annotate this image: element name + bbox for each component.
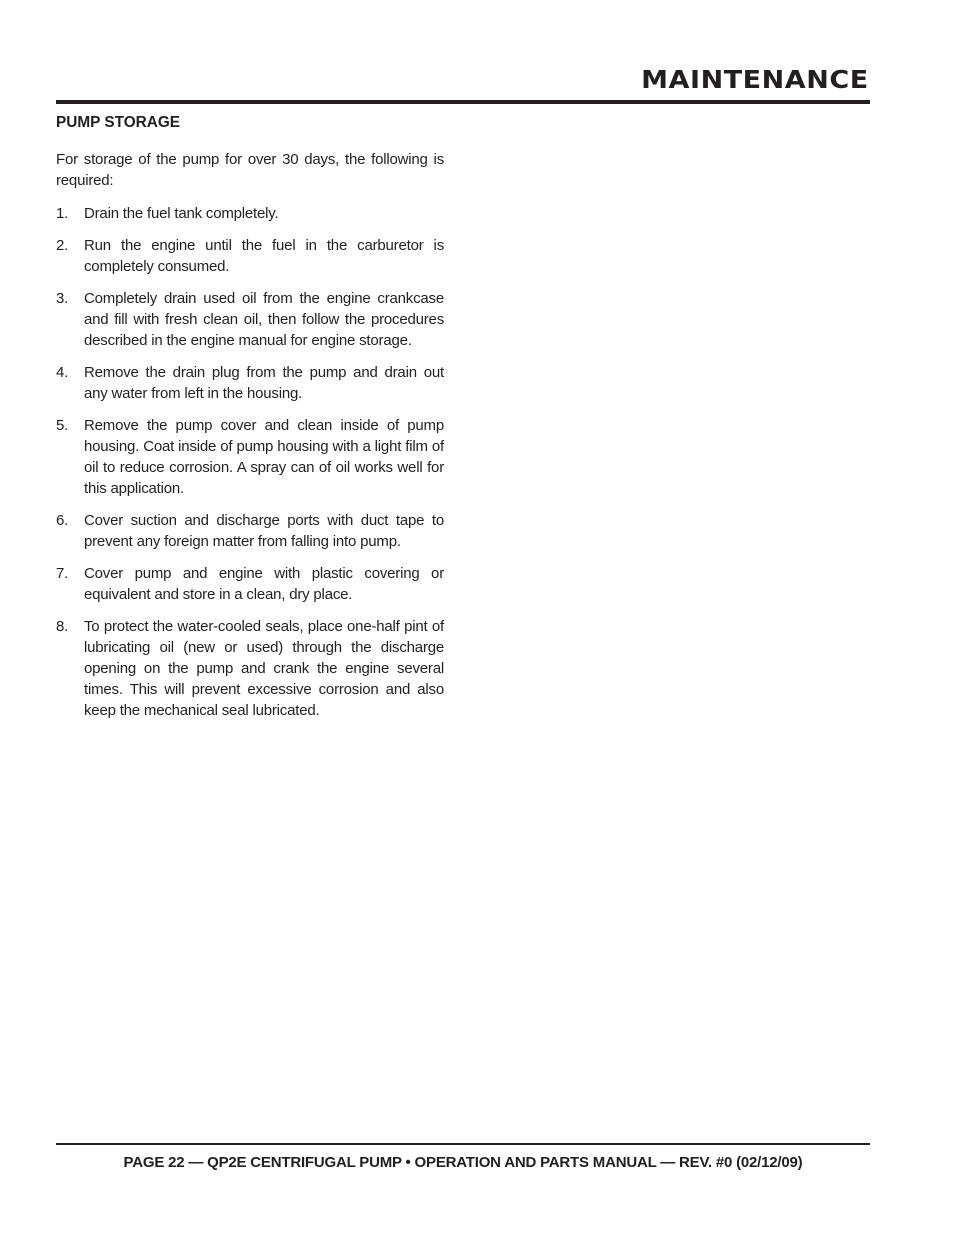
- list-item: [56, 510, 444, 552]
- list-item: [56, 362, 444, 404]
- step-number: 4.: [56, 364, 69, 381]
- step-text: Cover pump and engine with plastic covering or equivalent and store in a clean, dry place.: [84, 565, 444, 603]
- list-item: [56, 203, 444, 224]
- step-text: Completely drain used oil from the engine crankcase and fill with fresh clean oil, then follow the procedures described in the engine manual for engine storage.: [84, 290, 444, 349]
- intro-paragraph: For storage of the pump for over 30 days, the following is required:: [56, 151, 444, 189]
- step-text: To protect the water-cooled seals, place one-half pint of lubricating oil (new or used) through the discharge opening on the pump and crank the engine several times. This will prevent excessive corrosion and also keep the mechanical seal lubricated.: [84, 618, 444, 719]
- page-section-title: MAINTENANCE: [641, 65, 869, 94]
- list-item: [56, 616, 444, 721]
- step-text: Remove the drain plug from the pump and drain out any water from left in the housing.: [84, 364, 444, 402]
- step-number: 7.: [56, 565, 69, 582]
- step-number: 2.: [56, 237, 69, 254]
- step-number: 8.: [56, 618, 69, 635]
- step-number: 6.: [56, 512, 69, 529]
- step-text: Drain the fuel tank completely.: [84, 205, 279, 222]
- step-text: Remove the pump cover and clean inside of pump housing. Coat inside of pump housing with a light film of oil to reduce corrosion. A spray can of oil works well for this application.: [84, 417, 444, 497]
- step-text: Run the engine until the fuel in the carburetor is completely consumed.: [84, 237, 444, 275]
- list-item: [56, 235, 444, 277]
- pump-storage-section: [56, 111, 444, 732]
- step-number: 3.: [56, 290, 69, 307]
- step-text: Cover suction and discharge ports with duct tape to prevent any foreign matter from falling into pump.: [84, 512, 444, 550]
- header-divider: [56, 100, 870, 104]
- list-item: [56, 563, 444, 605]
- list-item: [56, 415, 444, 499]
- storage-steps-list: [56, 203, 444, 721]
- footer-divider: [56, 1143, 870, 1145]
- step-number: 1.: [56, 205, 69, 222]
- step-number: 5.: [56, 417, 69, 434]
- section-heading: PUMP STORAGE: [56, 114, 181, 131]
- page-footer: PAGE 22 — QP2E CENTRIFUGAL PUMP • OPERATION AND PARTS MANUAL — REV. #0 (02/12/09): [123, 1154, 803, 1171]
- list-item: [56, 288, 444, 351]
